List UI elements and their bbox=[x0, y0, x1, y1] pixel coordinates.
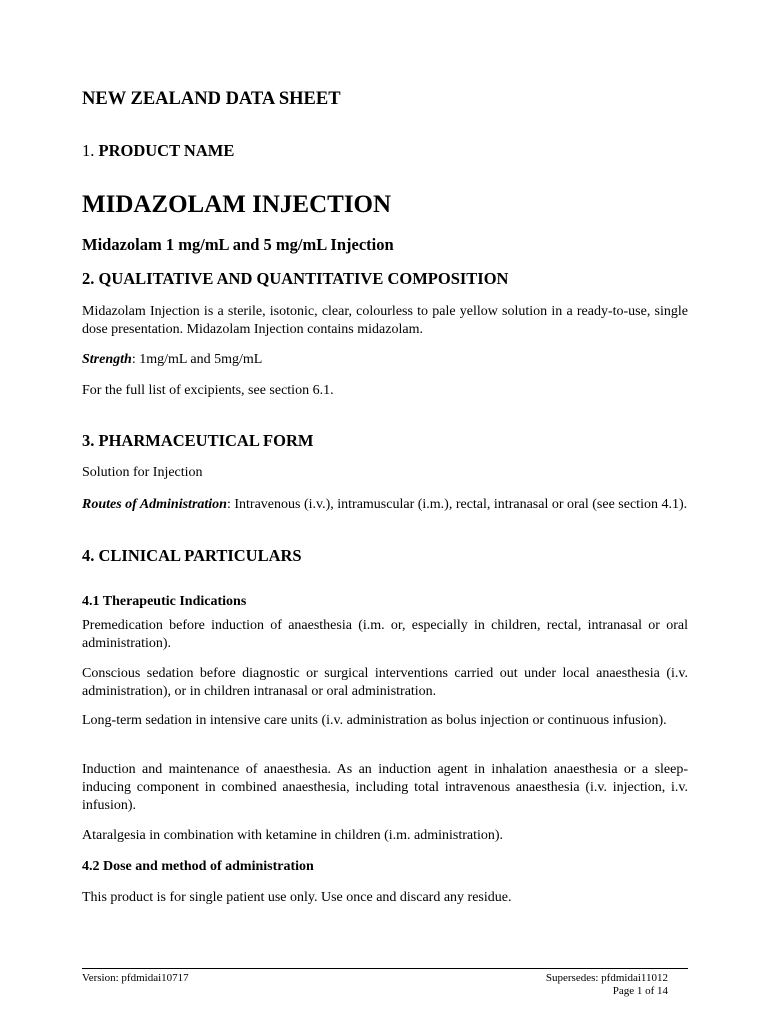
product-subtitle: Midazolam 1 mg/mL and 5 mg/mL Injection bbox=[82, 235, 394, 254]
excipients-note: For the full list of excipients, see section 6.1. bbox=[82, 383, 334, 398]
routes-of-administration bbox=[82, 496, 688, 514]
section-4-1-heading: 4.1 Therapeutic Indications bbox=[82, 594, 247, 609]
footer-right-block bbox=[546, 972, 668, 998]
section-4-heading: 4. CLINICAL PARTICULARS bbox=[82, 546, 302, 565]
composition-description: Midazolam Injection is a sterile, isotonic, clear, colourless to pale yellow solution in a ready-to-use, single dose presentation. Midazolam Injection contains midazolam. bbox=[82, 304, 688, 337]
footer-divider bbox=[82, 968, 688, 969]
indication-paragraph: Conscious sedation before diagnostic or surgical interventions carried out under local anaesthesia (i.v. administration), or in children intranasal or oral administration. bbox=[82, 666, 688, 699]
indication-paragraph: Ataralgesia in combination with ketamine in children (i.m. administration). bbox=[82, 828, 504, 843]
section-3-heading: 3. PHARMACEUTICAL FORM bbox=[82, 431, 314, 450]
pharmaceutical-form: Solution for Injection bbox=[82, 465, 203, 480]
footer-supersedes: Supersedes: pfdmidai11012 bbox=[545, 972, 668, 984]
section-2-heading: 2. QUALITATIVE AND QUANTITATIVE COMPOSITION bbox=[82, 269, 509, 288]
dose-paragraph: This product is for single patient use only. Use once and discard any residue. bbox=[82, 890, 512, 905]
document-title: NEW ZEALAND DATA SHEET bbox=[82, 89, 341, 109]
product-name: MIDAZOLAM INJECTION bbox=[82, 191, 392, 218]
indication-paragraph: Premedication before induction of anaesthesia (i.m. or, especially in children, rectal, intranasal or oral administration). bbox=[82, 618, 688, 651]
section-1-heading-text: PRODUCT NAME bbox=[98, 141, 235, 160]
strength-line bbox=[82, 351, 688, 369]
section-1-heading bbox=[82, 141, 234, 161]
footer-page-number: Page 1 of 14 bbox=[612, 985, 668, 997]
strength-value: : 1mg/mL and 5mg/mL bbox=[131, 352, 263, 367]
routes-value: : Intravenous (i.v.), intramuscular (i.m.), rectal, intranasal or oral (see section 4.1). bbox=[226, 497, 688, 512]
indication-paragraph: Long-term sedation in intensive care units (i.v. administration as bolus injection or continuous infusion). bbox=[82, 713, 667, 728]
section-1-number: 1. bbox=[82, 141, 95, 160]
routes-label: Routes of Administration bbox=[82, 497, 227, 512]
footer-version: Version: pfdmidai10717 bbox=[82, 972, 189, 984]
strength-label: Strength bbox=[82, 352, 132, 367]
section-4-2-heading: 4.2 Dose and method of administration bbox=[82, 859, 314, 874]
indication-paragraph: Induction and maintenance of anaesthesia. As an induction agent in inhalation anaesthesia or a sleep-inducing component in combined anaesthesia, including total intravenous anaesthesia (i.v. injection, i.v. infusion). bbox=[82, 762, 688, 813]
